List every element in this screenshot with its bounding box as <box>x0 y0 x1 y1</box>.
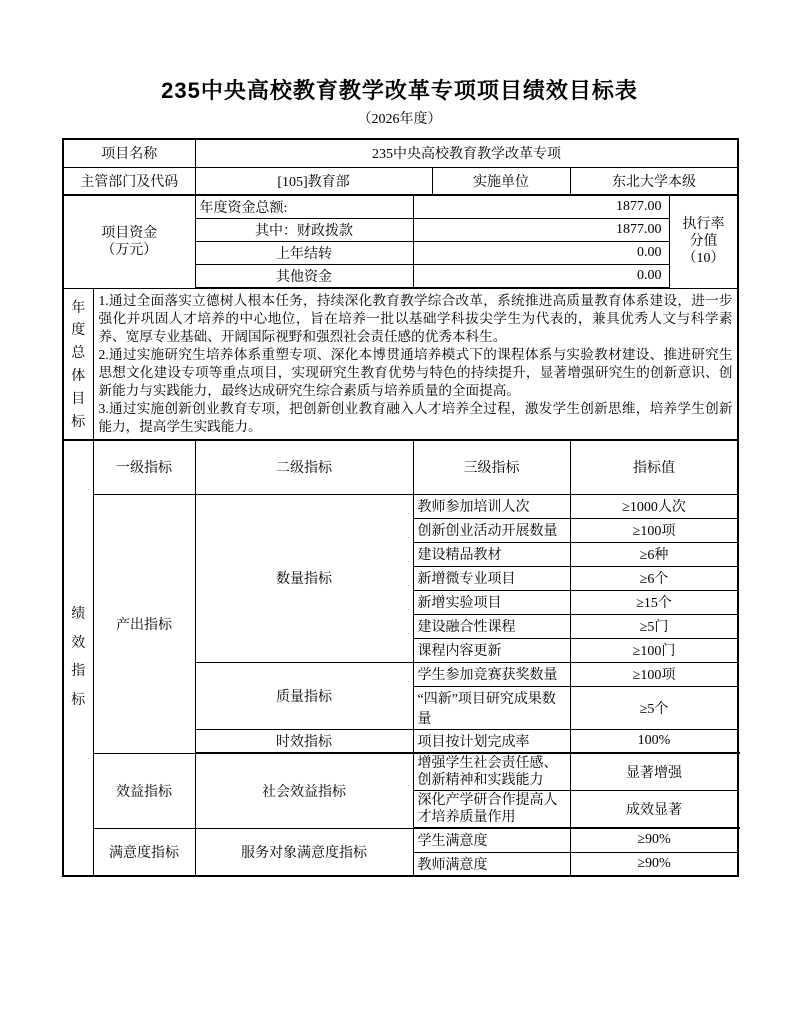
page-title: 235中央高校教育教学改革专项项目绩效目标表 <box>161 78 638 103</box>
fund-label-line1: 项目资金 <box>101 225 158 241</box>
goal-paragraph-2: 2.通过实施研究生培养体系重塑专项、深化本博贯通培养模式下的课程体系与实验教材建设、推进研究生思想文化建设专项等重点项目，实现研究生教育优势与特色的持续提升，显著增强研究生的创新意识、创新能力与实践能力，最终达成研究生综合素质与培养质量的全面提高。 <box>98 347 733 398</box>
indicator-name: 新增微专业项目 <box>413 566 570 590</box>
perf-label-char: 效 <box>71 635 86 651</box>
goal-label-char: 标 <box>71 414 86 430</box>
project-name-value: 235中央高校教育教学改革专项 <box>195 139 738 167</box>
exec-rate-line1: 执行率 <box>682 217 725 233</box>
goal-paragraph-1: 1.通过全面落实立德树人根本任务，持续深化教育教学综合改革，系统推进高质量教育体系建设，进一步强化并巩固人才培养的中心地位，旨在培养一批以基础学科拔尖学生为代表的，兼具优秀人文与科学素养、宽厚专业基础、开阔国际视野和强烈社会责任感的优秀本科生。 <box>98 293 733 344</box>
fund-row-value: 0.00 <box>413 265 669 289</box>
impl-unit-value: 东北大学本级 <box>570 167 738 195</box>
indicator-target: 成效显著 <box>570 791 738 829</box>
level2-quantity: 数量指标 <box>195 494 413 662</box>
fund-row-value: 1877.00 <box>413 195 669 219</box>
annual-goals-text <box>93 288 738 440</box>
indicator-name: 新增实验项目 <box>413 590 570 614</box>
header-target-value: 指标值 <box>570 440 738 494</box>
indicator-target: ≥90% <box>570 852 738 876</box>
indicator-name: 建设精品教材 <box>413 542 570 566</box>
fund-row-value: 0.00 <box>413 242 669 265</box>
header-level1: 一级指标 <box>93 440 195 494</box>
indicator-target: ≥100门 <box>570 638 738 662</box>
indicator-name: 教师满意度 <box>413 852 570 876</box>
level1-benefit: 效益指标 <box>93 753 195 828</box>
indicator-name: 课程内容更新 <box>413 638 570 662</box>
indicator-target: ≥6个 <box>570 566 738 590</box>
fund-row-label: 年度资金总额: <box>195 195 413 219</box>
exec-rate-line3: （10） <box>682 251 725 267</box>
header-level3: 三级指标 <box>413 440 570 494</box>
performance-indicators-label <box>63 440 93 876</box>
indicator-name: 学生参加竞赛获奖数量 <box>413 662 570 686</box>
level1-output: 产出指标 <box>93 494 195 753</box>
level2-social-benefit: 社会效益指标 <box>195 753 413 828</box>
project-name-label: 项目名称 <box>63 139 195 167</box>
indicator-target: ≥100项 <box>570 518 738 542</box>
header-level2: 二级指标 <box>195 440 413 494</box>
perf-label-char: 指 <box>71 664 86 680</box>
exec-rate-score-label <box>669 195 738 288</box>
goal-label-char: 年 <box>71 300 86 316</box>
indicator-name: 教师参加培训人次 <box>413 494 570 518</box>
performance-target-table <box>62 138 739 877</box>
dept-label: 主管部门及代码 <box>63 167 195 195</box>
indicator-name: 创新创业活动开展数量 <box>413 518 570 542</box>
fund-row-label: 其中：财政拨款 <box>195 219 413 242</box>
indicator-target: ≥100项 <box>570 662 738 686</box>
perf-label-char: 标 <box>71 692 86 708</box>
page-subtitle: （2026年度） <box>357 112 442 127</box>
perf-label-char: 绩 <box>71 607 86 623</box>
goal-label-char: 度 <box>71 323 86 339</box>
fund-label-line2: （万元） <box>101 242 158 258</box>
goal-label-char: 体 <box>71 369 86 385</box>
level1-satisfaction: 满意度指标 <box>93 828 195 876</box>
indicator-target: 100% <box>570 729 738 753</box>
dept-value: [105]教育部 <box>195 167 432 195</box>
level2-timeliness: 时效指标 <box>195 729 413 753</box>
fund-row-value: 1877.00 <box>413 219 669 242</box>
goal-label-char: 总 <box>71 346 86 362</box>
level2-quality: 质量指标 <box>195 662 413 729</box>
indicator-target: ≥15个 <box>570 590 738 614</box>
indicator-target: ≥90% <box>570 828 738 852</box>
indicator-name: 学生满意度 <box>413 828 570 852</box>
impl-unit-label: 实施单位 <box>432 167 570 195</box>
fund-section-label <box>63 195 195 288</box>
indicator-name: 深化产学研合作提高人才培养质量作用 <box>413 791 570 829</box>
indicator-name: “四新”项目研究成果数量 <box>413 686 570 729</box>
indicator-target: ≥5门 <box>570 614 738 638</box>
indicator-name: 建设融合性课程 <box>413 614 570 638</box>
goal-paragraph-3: 3.通过实施创新创业教育专项，把创新创业教育融入人才培养全过程，激发学生创新思维，培养学生创新能力，提高学生实践能力。 <box>98 401 733 434</box>
level2-service-satisfaction: 服务对象满意度指标 <box>195 828 413 876</box>
goal-label-char: 目 <box>71 391 86 407</box>
fund-row-label: 上年结转 <box>195 242 413 265</box>
indicator-target: ≥6种 <box>570 542 738 566</box>
indicator-target: ≥5个 <box>570 686 738 729</box>
exec-rate-line2: 分值 <box>689 234 718 250</box>
indicator-target: ≥1000人次 <box>570 494 738 518</box>
indicator-name: 项目按计划完成率 <box>413 729 570 753</box>
fund-row-label: 其他资金 <box>195 265 413 289</box>
annual-goals-label <box>63 288 93 440</box>
indicator-target: 显著增强 <box>570 753 738 791</box>
indicator-name: 增强学生社会责任感、创新精神和实践能力 <box>413 753 570 791</box>
